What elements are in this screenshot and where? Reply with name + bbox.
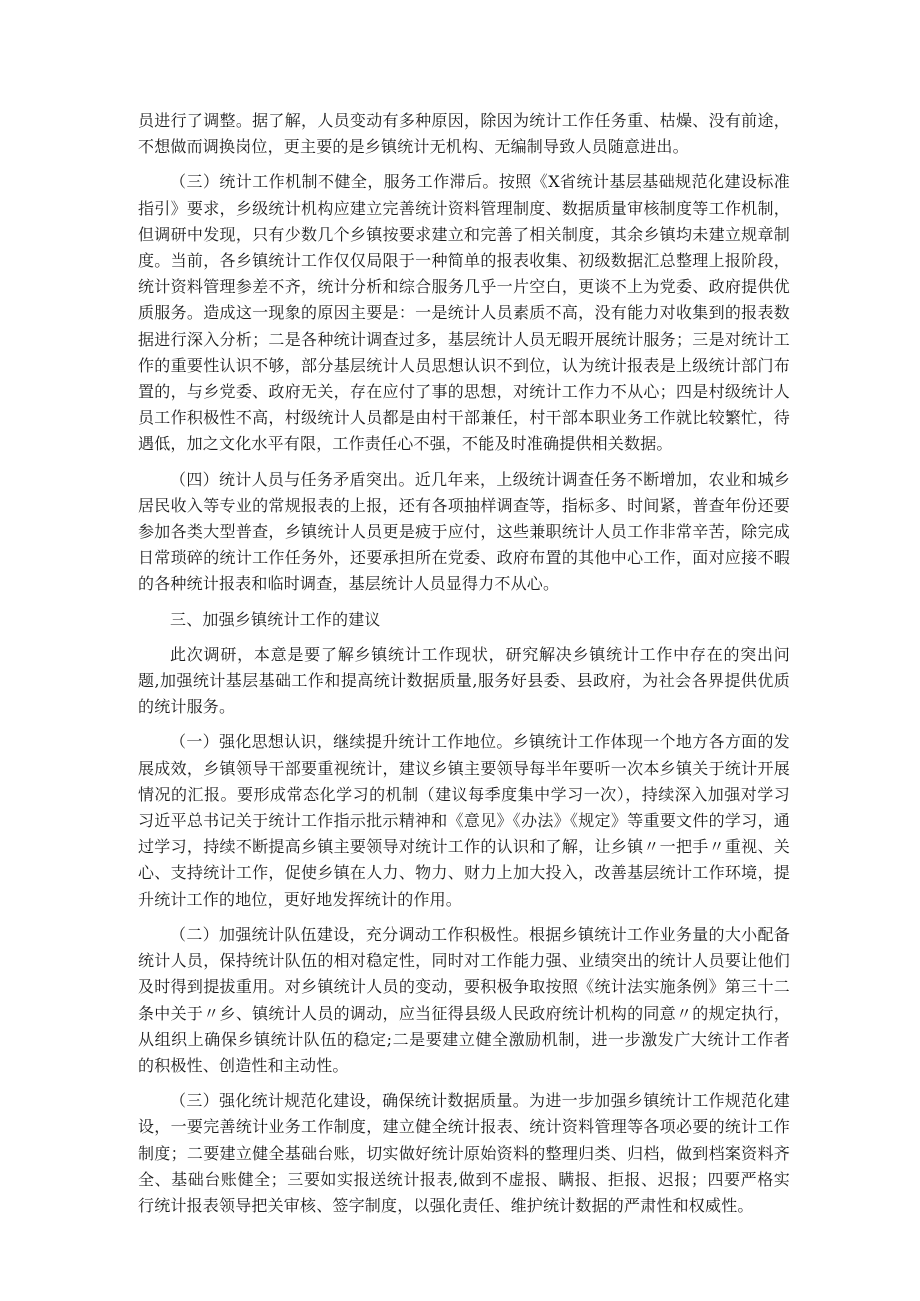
paragraph-section-3: （三）统计工作机制不健全，服务工作滞后。按照《X省统计基层基础规范化建设标准指引》要求，乡级统计机构应建立完善统计资料管理制度、数据质量审核制度等工作机制，但调研中发现，只有少数几个乡镇按要求建立和完善了相关制度，其余乡镇均未建立规章制度。当前，各乡镇统计工作仅仅局限于一种简单的报表收集、初级数据汇总整理上报阶段，统计资料管理参差不齐，统计分析和综合服务几乎一片空白，更谈不上为党委、政府提供优质服务。造成这一现象的原因主要是：一是统计人员素质不高，没有能力对收集到的报表数据进行深入分析；二是各种统计调查过多，基层统计人员无暇开展统计服务；三是对统计工作的重要性认识不够，部分基层统计人员思想认识不到位，认为统计报表是上级统计部门布置的，与乡党委、政府无关，存在应付了事的思想，对统计工作力不从心；四是村级统计人员工作积极性不高，村级统计人员都是由村干部兼任，村干部本职业务工作就比较繁忙，待遇低，加之文化水平有限，工作责任心不强，不能及时准确提供相关数据。 [138,172,790,454]
paragraph-recommendation-3: （三）强化统计规范化建设，确保统计数据质量。为进一步加强乡镇统计工作规范化建设，一要完善统计业务工作制度，建立健全统计报表、统计资料管理等各项必要的统计工作制度；二要建立健全基础台账，切实做好统计原始资料的整理归类、归档，做到档案资料齐全、基础台账健全；三要如实报送统计报表,做到不虚报、瞒报、拒报、迟报；四要严格实行统计报表领导把关审核、签字制度，以强化责任、维护统计数据的严肃性和权威性。 [138,1091,790,1215]
paragraph-recommendation-2: （二）加强统计队伍建设，充分调动工作积极性。根据乡镇统计工作业务量的大小配备统计人员，保持统计队伍的相对稳定性，同时对工作能力强、业绩突出的统计人员要让他们及时得到提拔重用。对乡镇统计人员的变动，要积极争取按照《统计法实施条例》第三十二条中关于〃乡、镇统计人员的调动，应当征得县级人民政府统计机构的同意〃的规定执行，从组织上确保乡镇统计队伍的稳定;二是要建立健全激励机制，进一步激发广大统计工作者的积极性、创造性和主动性。 [138,924,790,1075]
paragraph-section-4: （四）统计人员与任务矛盾突出。近几年来，上级统计调查任务不断增加，农业和城乡居民收入等专业的常规报表的上报，还有各项抽样调查等，指标多、时间紧，普查年份还要参加各类大型普查，乡镇统计人员更是疲于应付，这些兼职统计人员工作非常辛苦，除完成日常琐碎的统计工作任务外，还要承担所在党委、政府布置的其他中心工作，面对应接不暇的各种统计报表和临时调查，基层统计人员显得力不从心。 [138,469,790,594]
document-page [138,108,790,1228]
paragraph-intro: 此次调研，本意是要了解乡镇统计工作现状，研究解决乡镇统计工作中存在的突出问题,加强统计基层基础工作和提高统计数据质量,服务好县委、县政府，为社会各界提供优质的统计服务。 [138,644,790,717]
paragraph-continuation: 员进行了调整。据了解，人员变动有多种原因，除因为统计工作任务重、枯燥、没有前途，不想做而调换岗位，更主要的是乡镇统计无机构、无编制导致人员随意进出。 [138,111,790,157]
paragraph-recommendation-1: （一）强化思想认识，继续提升统计工作地位。乡镇统计工作体现一个地方各方面的发展成效，乡镇领导干部要重视统计，建议乡镇主要领导每半年要听一次本乡镇关于统计开展情况的汇报。要形成常态化学习的机制（建议每季度集中学习一次），持续深入加强对学习习近平总书记关于统计工作指示批示精神和《意见》《办法》《规定》等重要文件的学习，通过学习，持续不断提高乡镇主要领导对统计工作的认识和了解，让乡镇〃一把手〃重视、关心、支持统计工作，促使乡镇在人力、物力、财力上加大投入，改善基层统计工作环境，提升统计工作的地位，更好地发挥统计的作用。 [138,732,790,909]
section-heading-recommendations: 三、加强乡镇统计工作的建议 [170,609,381,629]
